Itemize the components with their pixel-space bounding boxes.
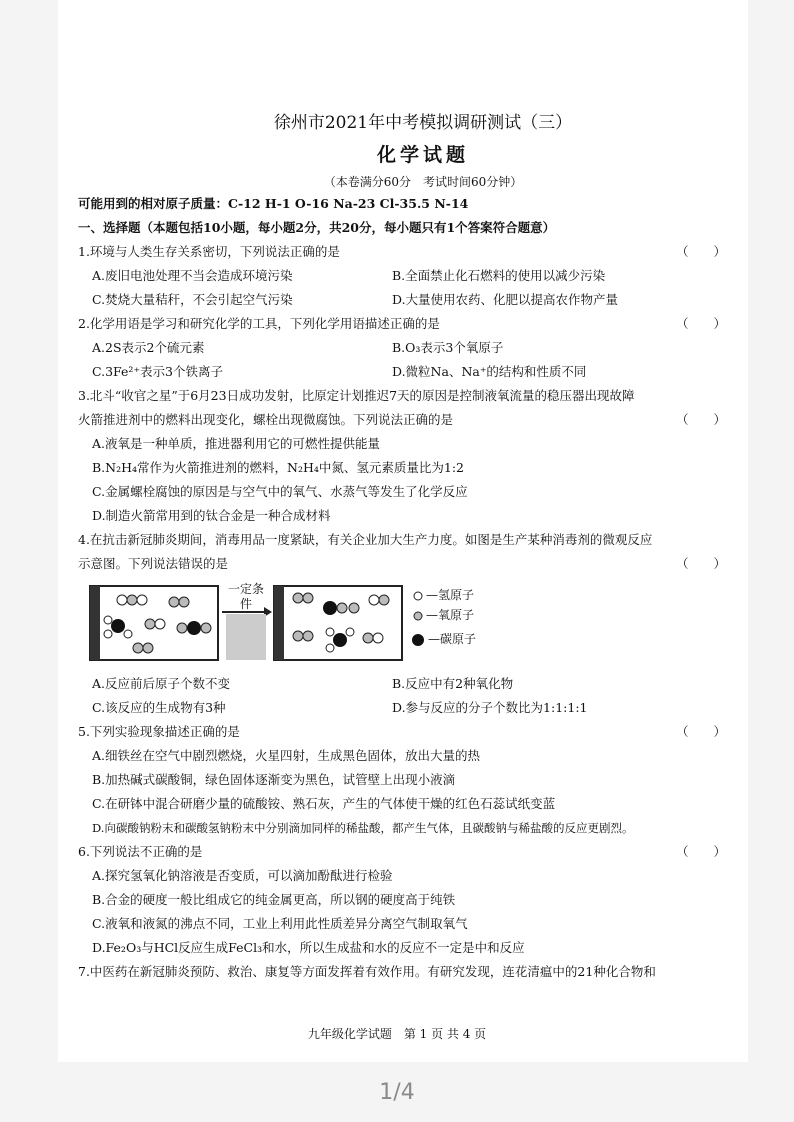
page-footer: 九年级化学试题 第 1 页 共 4 页 bbox=[307, 1027, 487, 1041]
reaction-diagram bbox=[78, 580, 738, 670]
options-row bbox=[78, 264, 738, 288]
option-a: A.细铁丝在空气中剧烈燃烧，火星四射，生成黑色固体，放出大量的热 bbox=[92, 748, 481, 763]
options-row bbox=[78, 360, 738, 384]
atomic-mass-line: 可能用到的相对原子质量：C-12 H-1 O-16 Na-23 Cl-35.5 N-14 bbox=[78, 196, 469, 211]
oxygen-legend-icon bbox=[414, 612, 422, 620]
option-c: C.在研钵中混合研磨少量的硫酸铵、熟石灰，产生的气体使干燥的红色石蕊试纸变蓝 bbox=[92, 796, 556, 811]
answer-paren: （ ） bbox=[675, 244, 726, 259]
page-indicator: 1/4 bbox=[379, 1080, 415, 1105]
reactant-box-edge bbox=[90, 586, 100, 660]
option-b: B.N₂H₄常作为火箭推进剂的燃料，N₂H₄中氮、氢元素质量比为1:2 bbox=[92, 460, 464, 475]
answer-paren: （ ） bbox=[675, 412, 726, 427]
exam-title: 徐州市2021年中考模拟调研测试（三） bbox=[273, 113, 573, 133]
answer-paren: （ ） bbox=[675, 316, 726, 331]
subject-title: 化学试题 bbox=[376, 144, 469, 166]
option-d: D.微粒Na、Na⁺的结构和性质不同 bbox=[392, 364, 587, 379]
option-b: B.合金的硬度一般比组成它的纯金属更高，所以钢的硬度高于纯铁 bbox=[92, 892, 456, 907]
option-c: C.3Fe²⁺表示3个铁离子 bbox=[92, 364, 223, 379]
answer-paren: （ ） bbox=[675, 844, 726, 859]
question-stem: 火箭推进剂中的燃料出现变化，螺栓出现微腐蚀。下列说法正确的是 bbox=[78, 412, 454, 427]
option-b: B.加热碱式碳酸铜，绿色固体逐渐变为黑色，试管壁上出现小液滴 bbox=[92, 772, 456, 787]
option-a: A.废旧电池处理不当会造成环境污染 bbox=[92, 268, 293, 283]
question-3 bbox=[78, 408, 738, 432]
question-4-stem-line1: 4.在抗击新冠肺炎期间，消毒用品一度紧缺，有关企业加大生产力度。如图是生产某种消毒剂的微观反应 bbox=[78, 532, 653, 547]
legend-oxygen: —氧原子 bbox=[426, 608, 475, 622]
option-b: B.反应中有2种氧化物 bbox=[392, 676, 514, 691]
carbon-legend-icon bbox=[412, 634, 424, 646]
options-row bbox=[78, 288, 738, 312]
option-c: C.液氧和液氮的沸点不同，工业上利用此性质差异分离空气制取氧气 bbox=[92, 916, 468, 931]
option-d: D.向碳酸钠粉末和碳酸氢钠粉末中分别滴加同样的稀盐酸，都产生气体，且碳酸钠与稀盐酸的反应更剧烈。 bbox=[92, 821, 634, 835]
question-4 bbox=[78, 552, 738, 576]
answer-paren: （ ） bbox=[675, 724, 726, 739]
option-d: D.Fe₂O₃与HCl反应生成FeCl₃和水，所以生成盐和水的反应不一定是中和反应 bbox=[92, 940, 525, 955]
options-row bbox=[78, 336, 738, 360]
option-a: A.反应前后原子个数不变 bbox=[92, 676, 231, 691]
reaction-condition: 一定条件 bbox=[228, 582, 265, 611]
options-row bbox=[78, 696, 738, 720]
question-stem: 6.下列说法不正确的是 bbox=[78, 844, 203, 859]
answer-paren: （ ） bbox=[675, 556, 726, 571]
option-c: C.金属螺栓腐蚀的原因是与空气中的氧气、水蒸气等发生了化学反应 bbox=[92, 484, 468, 499]
exam-content bbox=[78, 108, 738, 984]
option-d: D.大量使用农药、化肥以提高农作物产量 bbox=[392, 292, 619, 307]
option-a: A.探究氢氧化钠溶液是否变质，可以滴加酚酞进行检验 bbox=[92, 868, 393, 883]
option-a: A.2S表示2个硫元素 bbox=[92, 340, 205, 355]
section-heading: 一、选择题（本题包括10小题，每小题2分，共20分，每小题只有1个答案符合题意） bbox=[78, 220, 556, 235]
option-d: D.制造火箭常用到的钛合金是一种合成材料 bbox=[92, 508, 331, 523]
question-stem: 示意图。下列说法错误的是 bbox=[78, 556, 229, 571]
question-stem: 1.环境与人类生存关系密切，下列说法正确的是 bbox=[78, 244, 340, 259]
question-5 bbox=[78, 720, 738, 744]
question-stem: 2.化学用语是学习和研究化学的工具，下列化学用语描述正确的是 bbox=[78, 316, 440, 331]
arrow-shade bbox=[226, 614, 266, 660]
option-a: A.液氧是一种单质，推进器利用它的可燃性提供能量 bbox=[92, 436, 381, 451]
question-6 bbox=[78, 840, 738, 864]
question-stem: 5.下列实验现象描述正确的是 bbox=[78, 724, 240, 739]
option-b: B.O₃表示3个氧原子 bbox=[392, 340, 504, 355]
question-1 bbox=[78, 240, 738, 264]
option-b: B.全面禁止化石燃料的使用以减少污染 bbox=[392, 268, 606, 283]
option-c: C.该反应的生成物有3种 bbox=[92, 700, 226, 715]
product-box-edge bbox=[274, 586, 284, 660]
exam-meta: （本卷满分60分 考试时间60分钟） bbox=[323, 175, 523, 189]
options-row bbox=[78, 672, 738, 696]
question-7-stem: 7.中医药在新冠肺炎预防、救治、康复等方面发挥着有效作用。有研究发现，连花清瘟中的21种化合物和 bbox=[78, 964, 656, 979]
legend-carbon: —碳原子 bbox=[428, 632, 477, 646]
legend-hydrogen: —氢原子 bbox=[426, 588, 475, 602]
option-d: D.参与反应的分子个数比为1:1:1:1 bbox=[392, 700, 588, 715]
hydrogen-legend-icon bbox=[414, 592, 422, 600]
option-c: C.焚烧大量秸秆，不会引起空气污染 bbox=[92, 292, 293, 307]
question-2 bbox=[78, 312, 738, 336]
question-3-stem-line1: 3.北斗“收官之星”于6月23日成功发射，比原定计划推迟7天的原因是控制液氧流量的稳压器出现故障 bbox=[78, 388, 635, 403]
